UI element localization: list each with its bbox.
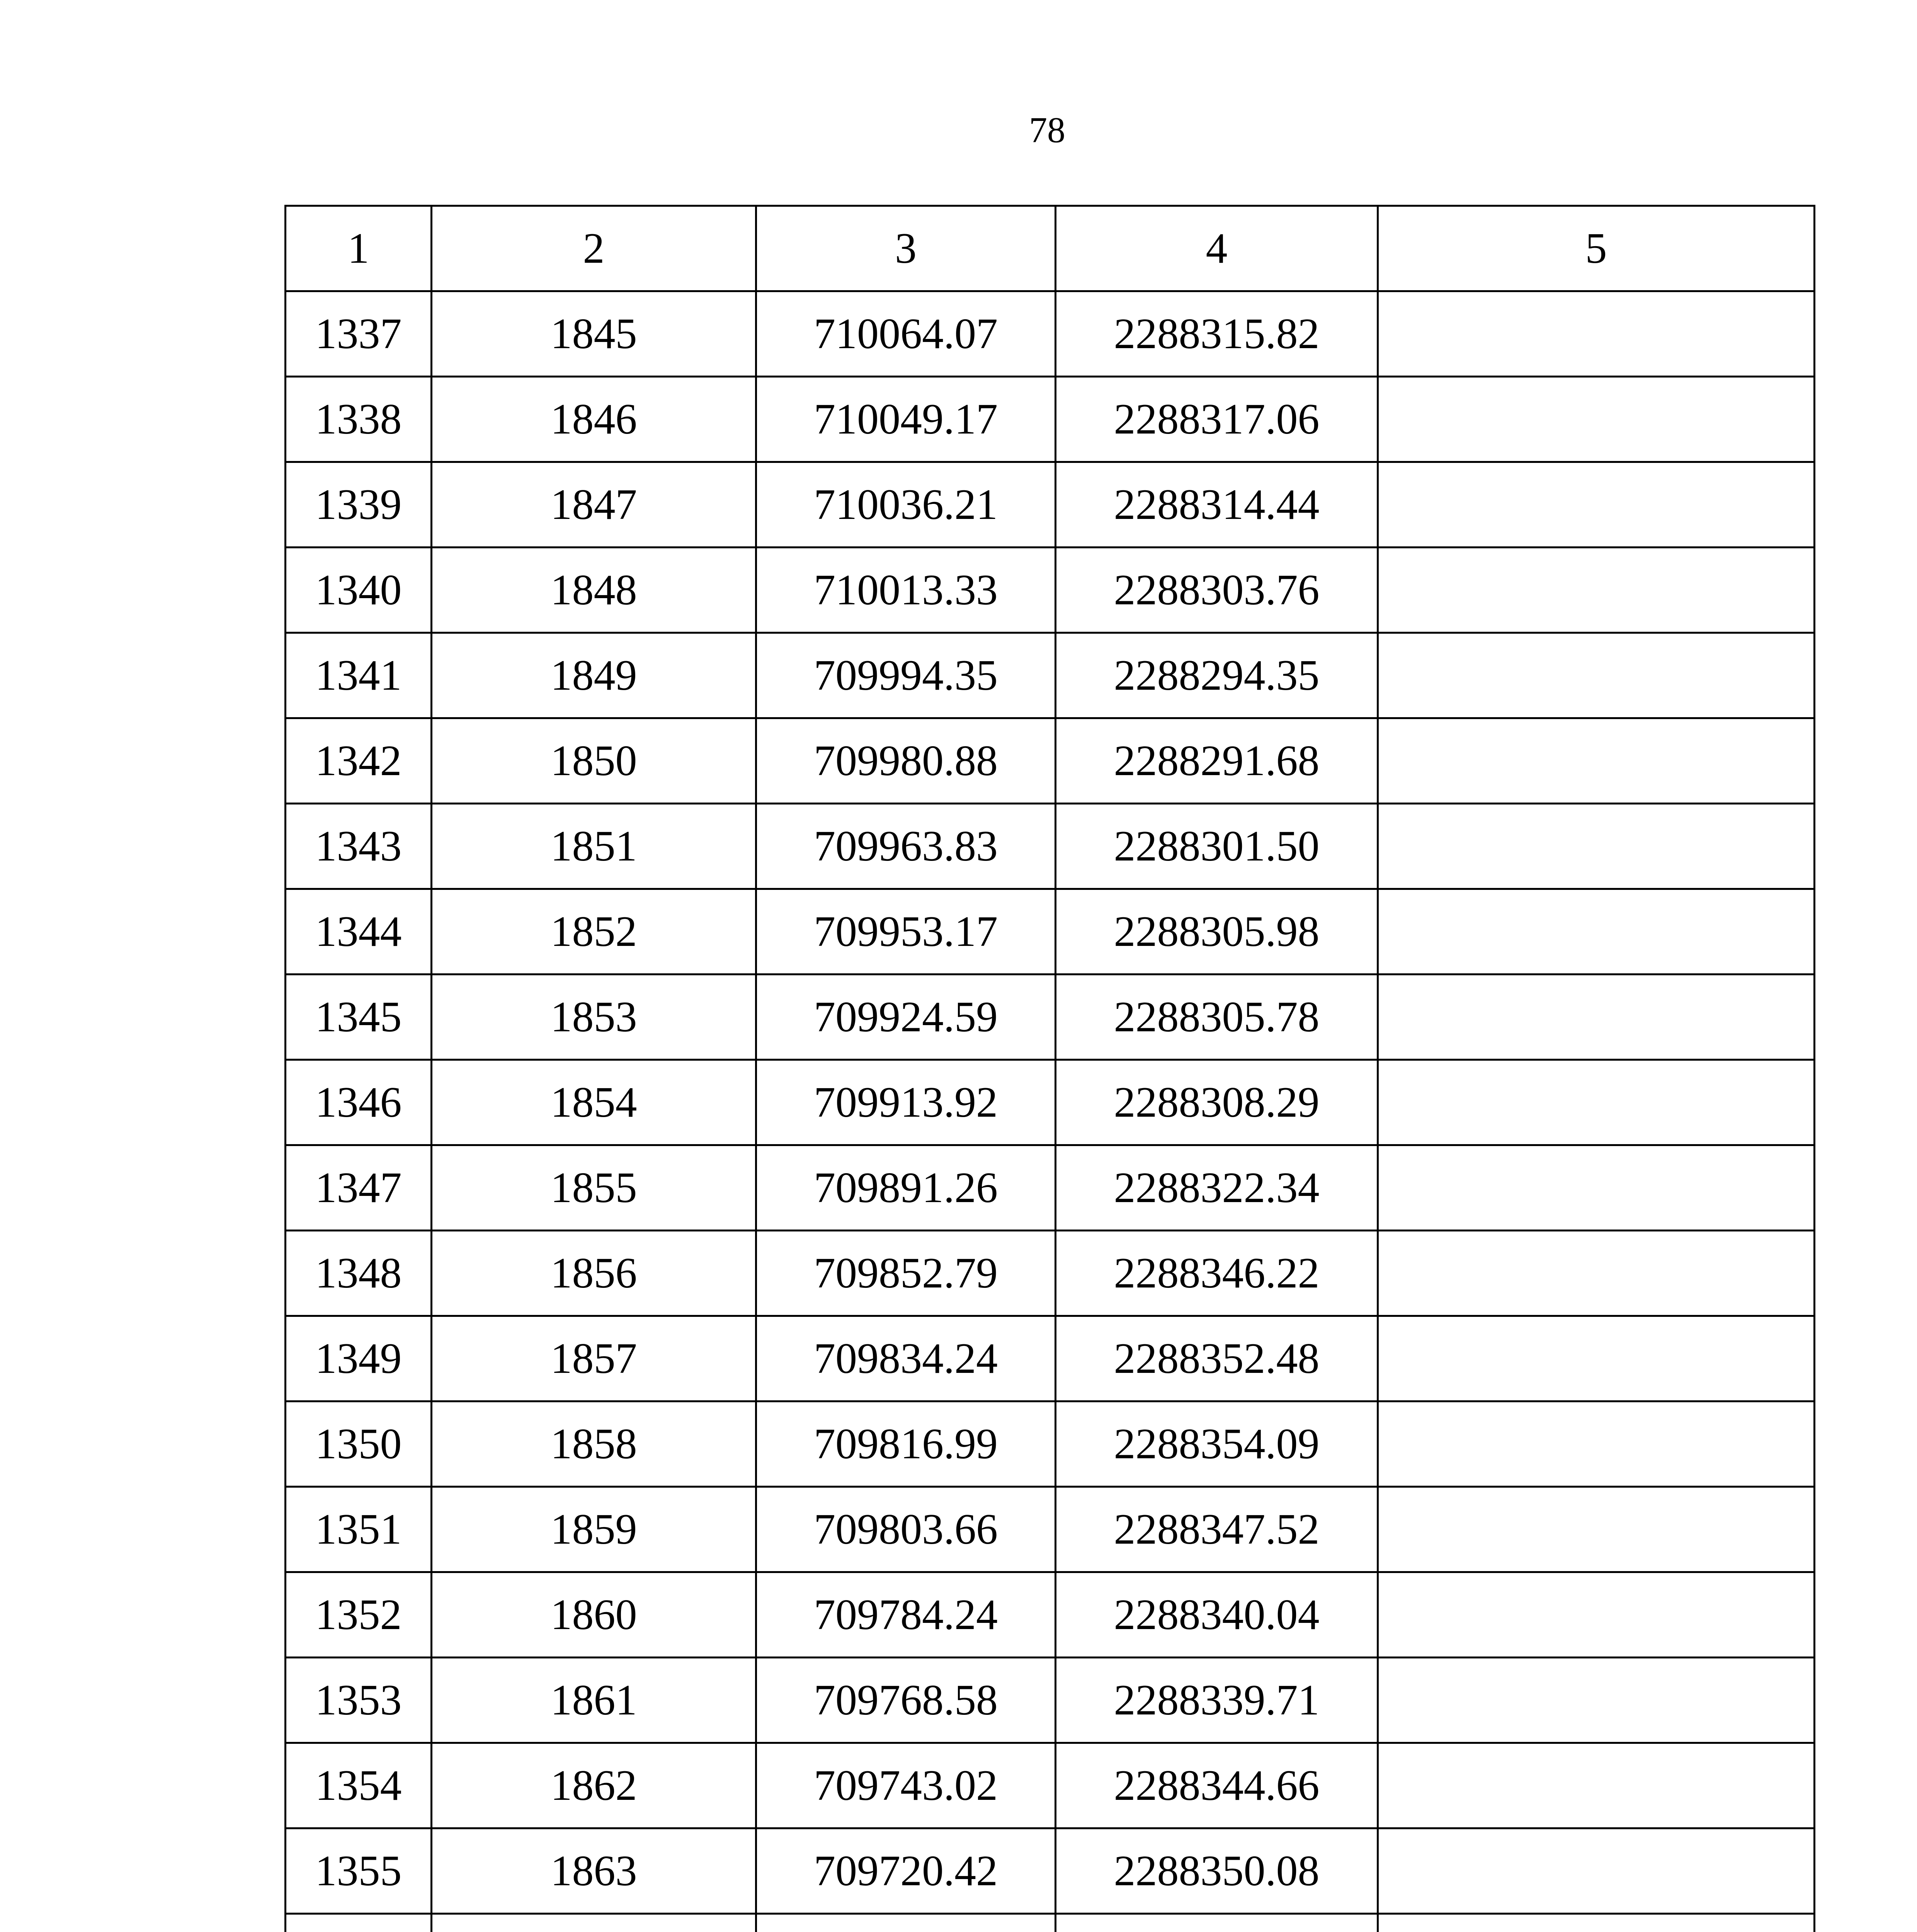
table-row [286, 548, 1815, 633]
note-cell [1378, 377, 1815, 462]
x-coordinate-cell: 709803.66 [756, 1487, 1056, 1572]
index-cell: 1857 [432, 1316, 756, 1401]
index-cell: 1856 [432, 1231, 756, 1316]
point-number-cell [286, 1914, 432, 1932]
table-row [286, 1401, 1815, 1487]
x-coordinate-cell: 710013.33 [756, 548, 1056, 633]
note-cell [1378, 1487, 1815, 1572]
table-row [286, 889, 1815, 975]
page-number: 78 [1029, 110, 1065, 150]
x-coordinate-cell: 710036.21 [756, 462, 1056, 548]
table-row [286, 1914, 1815, 1932]
y-coordinate-cell: 2288339.71 [1056, 1658, 1378, 1743]
note-cell [1378, 889, 1815, 975]
x-coordinate-cell: 709963.83 [756, 804, 1056, 889]
note-cell [1378, 291, 1815, 377]
index-cell: 1862 [432, 1743, 756, 1828]
header-row [286, 206, 1815, 291]
point-number-cell: 1355 [286, 1828, 432, 1914]
x-coordinate-cell: 709743.02 [756, 1743, 1056, 1828]
table-body [286, 206, 1815, 1932]
note-cell [1378, 1060, 1815, 1145]
index-cell: 1846 [432, 377, 756, 462]
index-cell: 1858 [432, 1401, 756, 1487]
note-cell [1378, 975, 1815, 1060]
point-number-cell: 1347 [286, 1145, 432, 1231]
x-coordinate-cell: 709720.42 [756, 1828, 1056, 1914]
index-cell [432, 1914, 756, 1932]
y-coordinate-cell: 2288305.78 [1056, 975, 1378, 1060]
point-number-cell: 1350 [286, 1401, 432, 1487]
x-coordinate-cell: 709994.35 [756, 633, 1056, 718]
x-coordinate-cell: 709891.26 [756, 1145, 1056, 1231]
point-number-cell: 1353 [286, 1658, 432, 1743]
x-coordinate-cell: 709834.24 [756, 1316, 1056, 1401]
y-coordinate-cell: 2288346.22 [1056, 1231, 1378, 1316]
note-cell [1378, 1658, 1815, 1743]
index-cell: 1852 [432, 889, 756, 975]
table-row [286, 1743, 1815, 1828]
x-coordinate-cell: 710064.07 [756, 291, 1056, 377]
table-row [286, 291, 1815, 377]
header-cell-3: 3 [756, 206, 1056, 291]
point-number-cell: 1343 [286, 804, 432, 889]
note-cell [1378, 1828, 1815, 1914]
point-number-cell: 1345 [286, 975, 432, 1060]
y-coordinate-cell: 2288352.48 [1056, 1316, 1378, 1401]
table-row [286, 1316, 1815, 1401]
note-cell [1378, 462, 1815, 548]
y-coordinate-cell: 2288344.66 [1056, 1743, 1378, 1828]
note-cell [1378, 633, 1815, 718]
coordinates-table [284, 205, 1815, 1932]
index-cell: 1848 [432, 548, 756, 633]
note-cell [1378, 1231, 1815, 1316]
note-cell [1378, 1914, 1815, 1932]
point-number-cell: 1348 [286, 1231, 432, 1316]
table-row [286, 1658, 1815, 1743]
index-cell: 1850 [432, 718, 756, 804]
index-cell: 1849 [432, 633, 756, 718]
x-coordinate-cell: 710049.17 [756, 377, 1056, 462]
point-number-cell: 1339 [286, 462, 432, 548]
note-cell [1378, 1572, 1815, 1658]
point-number-cell: 1344 [286, 889, 432, 975]
y-coordinate-cell: 2288350.08 [1056, 1828, 1378, 1914]
index-cell: 1860 [432, 1572, 756, 1658]
index-cell: 1845 [432, 291, 756, 377]
y-coordinate-cell: 2288317.06 [1056, 377, 1378, 462]
y-coordinate-cell: 2288354.09 [1056, 1401, 1378, 1487]
point-number-cell: 1352 [286, 1572, 432, 1658]
x-coordinate-cell: 709953.17 [756, 889, 1056, 975]
table-row [286, 1572, 1815, 1658]
table-row [286, 804, 1815, 889]
note-cell [1378, 718, 1815, 804]
index-cell: 1863 [432, 1828, 756, 1914]
x-coordinate-cell: 709980.88 [756, 718, 1056, 804]
note-cell [1378, 1743, 1815, 1828]
y-coordinate-cell [1056, 1914, 1378, 1932]
y-coordinate-cell: 2288322.34 [1056, 1145, 1378, 1231]
x-coordinate-cell: 709768.58 [756, 1658, 1056, 1743]
point-number-cell: 1346 [286, 1060, 432, 1145]
note-cell [1378, 1316, 1815, 1401]
table-row [286, 1828, 1815, 1914]
point-number-cell: 1354 [286, 1743, 432, 1828]
y-coordinate-cell: 2288347.52 [1056, 1487, 1378, 1572]
table-row [286, 633, 1815, 718]
index-cell: 1855 [432, 1145, 756, 1231]
index-cell: 1859 [432, 1487, 756, 1572]
header-cell-4: 4 [1056, 206, 1378, 291]
table-row [286, 1487, 1815, 1572]
header-cell-1: 1 [286, 206, 432, 291]
point-number-cell: 1337 [286, 291, 432, 377]
index-cell: 1861 [432, 1658, 756, 1743]
index-cell: 1853 [432, 975, 756, 1060]
point-number-cell: 1341 [286, 633, 432, 718]
index-cell: 1854 [432, 1060, 756, 1145]
note-cell [1378, 548, 1815, 633]
table-row [286, 1231, 1815, 1316]
header-cell-2: 2 [432, 206, 756, 291]
point-number-cell: 1342 [286, 718, 432, 804]
table-row [286, 462, 1815, 548]
y-coordinate-cell: 2288301.50 [1056, 804, 1378, 889]
x-coordinate-cell: 709924.59 [756, 975, 1056, 1060]
index-cell: 1847 [432, 462, 756, 548]
y-coordinate-cell: 2288305.98 [1056, 889, 1378, 975]
point-number-cell: 1340 [286, 548, 432, 633]
point-number-cell: 1338 [286, 377, 432, 462]
y-coordinate-cell: 2288303.76 [1056, 548, 1378, 633]
header-cell-5: 5 [1378, 206, 1815, 291]
table-row [286, 1145, 1815, 1231]
index-cell: 1851 [432, 804, 756, 889]
table-row [286, 975, 1815, 1060]
y-coordinate-cell: 2288294.35 [1056, 633, 1378, 718]
x-coordinate-cell: 709816.99 [756, 1401, 1056, 1487]
table-row [286, 377, 1815, 462]
x-coordinate-cell [756, 1914, 1056, 1932]
y-coordinate-cell: 2288314.44 [1056, 462, 1378, 548]
table-row [286, 718, 1815, 804]
point-number-cell: 1349 [286, 1316, 432, 1401]
point-number-cell: 1351 [286, 1487, 432, 1572]
note-cell [1378, 1401, 1815, 1487]
note-cell [1378, 1145, 1815, 1231]
y-coordinate-cell: 2288315.82 [1056, 291, 1378, 377]
y-coordinate-cell: 2288291.68 [1056, 718, 1378, 804]
y-coordinate-cell: 2288308.29 [1056, 1060, 1378, 1145]
x-coordinate-cell: 709852.79 [756, 1231, 1056, 1316]
note-cell [1378, 804, 1815, 889]
table-row [286, 1060, 1815, 1145]
y-coordinate-cell: 2288340.04 [1056, 1572, 1378, 1658]
x-coordinate-cell: 709784.24 [756, 1572, 1056, 1658]
x-coordinate-cell: 709913.92 [756, 1060, 1056, 1145]
